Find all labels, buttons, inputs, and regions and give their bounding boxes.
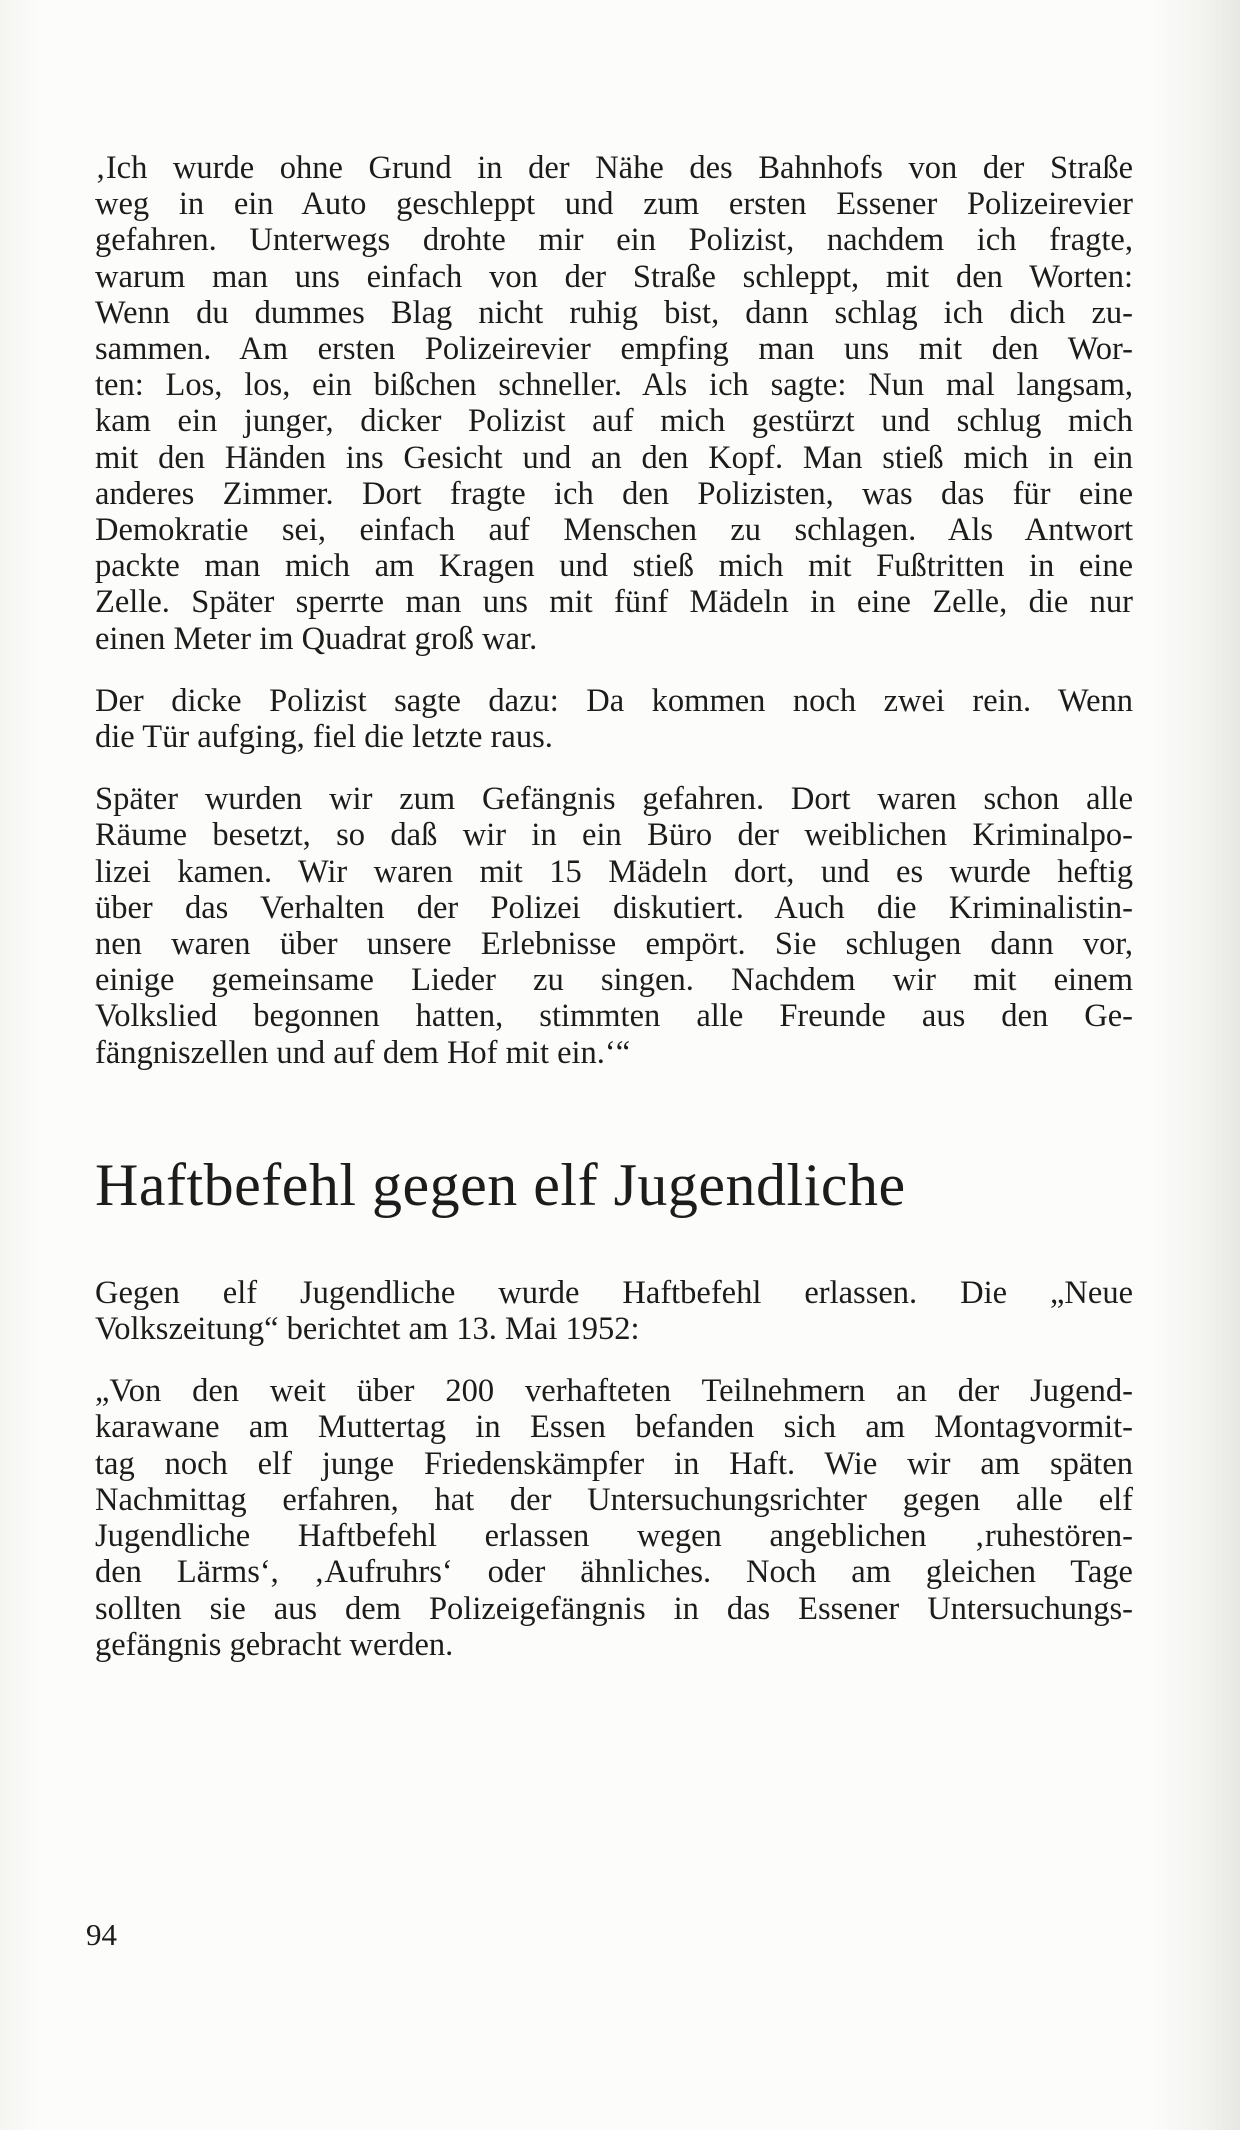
text-line: Nachmittag erfahren, hat der Untersuchungsrichter gegen alle elf <box>95 1481 1133 1518</box>
text-line: über das Verhalten der Polizei diskutiert. Auch die Kriminalistin- <box>95 889 1133 926</box>
text-line: einige gemeinsame Lieder zu singen. Nachdem wir mit einem <box>95 962 1133 999</box>
text-line: Wenn du dummes Blag nicht ruhig bist, dann schlag ich dich zu- <box>95 294 1133 331</box>
text-line: tag noch elf junge Friedenskämpfer in Haft. Wie wir am späten <box>95 1445 1133 1482</box>
text-line: Räume besetzt, so daß wir in ein Büro der weiblichen Kriminalpo- <box>95 817 1133 854</box>
text-line: Der dicke Polizist sagte dazu: Da kommen noch zwei rein. Wenn <box>95 682 1133 719</box>
text-line: gefängnis gebracht werden. <box>95 1626 454 1663</box>
text-line: Demokratie sei, einfach auf Menschen zu schlagen. Als Antwort <box>95 512 1133 549</box>
text-line: gefahren. Unterwegs drohte mir ein Polizist, nachdem ich fragte, <box>95 222 1133 259</box>
text-line: lizei kamen. Wir waren mit 15 Mädeln dort, und es wurde heftig <box>95 853 1133 890</box>
paragraph <box>95 1275 1133 1347</box>
text-line: Später wurden wir zum Gefängnis gefahren. Dort waren schon alle <box>95 781 1133 818</box>
text-line: „Von den weit über 200 verhafteten Teilnehmern an der Jugend- <box>95 1373 1133 1410</box>
text-line: Zelle. Später sperrte man uns mit fünf Mädeln in eine Zelle, die nur <box>95 584 1133 621</box>
paragraph <box>95 1373 1133 1663</box>
text-line: Gegen elf Jugendliche wurde Haftbefehl erlassen. Die „Neue <box>95 1274 1133 1311</box>
text-line: warum man uns einfach von der Straße schleppt, mit den Worten: <box>95 258 1133 295</box>
page-edge-shading-right <box>1150 0 1240 2130</box>
page-edge-shading-left <box>0 0 40 2130</box>
text-line: Volkslied begonnen hatten, stimmten alle Freunde aus den Ge- <box>95 998 1133 1035</box>
page-body-text <box>95 150 1133 1689</box>
text-line: Volkszeitung“ berichtet am 13. Mai 1952: <box>95 1311 640 1348</box>
text-line: anderes Zimmer. Dort fragte ich den Polizisten, was das für eine <box>95 475 1133 512</box>
text-line: weg in ein Auto geschleppt und zum ersten Essener Polizeirevier <box>95 186 1133 223</box>
text-line: sollten sie aus dem Polizeigefängnis in das Essener Untersuchungs- <box>95 1590 1133 1627</box>
paragraph <box>95 683 1133 755</box>
section-heading: Haftbefehl gegen elf Jugendliche <box>95 1151 906 1218</box>
text-line: mit den Händen ins Gesicht und an den Kopf. Man stieß mich in ein <box>95 439 1133 476</box>
page-number: 94 <box>86 1917 117 1952</box>
text-line: ‚Ich wurde ohne Grund in der Nähe des Bahnhofs von der Straße <box>95 150 1133 186</box>
text-line: Jugendliche Haftbefehl erlassen wegen angeblichen ‚ruhestören- <box>95 1518 1133 1555</box>
text-line: die Tür aufging, fiel die letzte raus. <box>95 719 553 756</box>
text-line: fängniszellen und auf dem Hof mit ein.‘“ <box>95 1034 631 1071</box>
paragraph <box>95 150 1133 657</box>
text-line: karawane am Muttertag in Essen befanden sich am Montagvormit- <box>95 1409 1133 1446</box>
paragraph <box>95 781 1133 1071</box>
text-line: den Lärms‘, ‚Aufruhrs‘ oder ähnliches. Noch am gleichen Tage <box>95 1554 1133 1591</box>
text-line: einen Meter im Quadrat groß war. <box>95 620 538 657</box>
text-line: packte man mich am Kragen und stieß mich mit Fußtritten in eine <box>95 548 1133 585</box>
text-line: sammen. Am ersten Polizeirevier empfing man uns mit den Wor- <box>95 331 1133 368</box>
text-line: kam ein junger, dicker Polizist auf mich gestürzt und schlug mich <box>95 403 1133 440</box>
text-line: ten: Los, los, ein bißchen schneller. Als ich sagte: Nun mal langsam, <box>95 367 1133 404</box>
text-line: nen waren über unsere Erlebnisse empört. Sie schlugen dann vor, <box>95 926 1133 963</box>
